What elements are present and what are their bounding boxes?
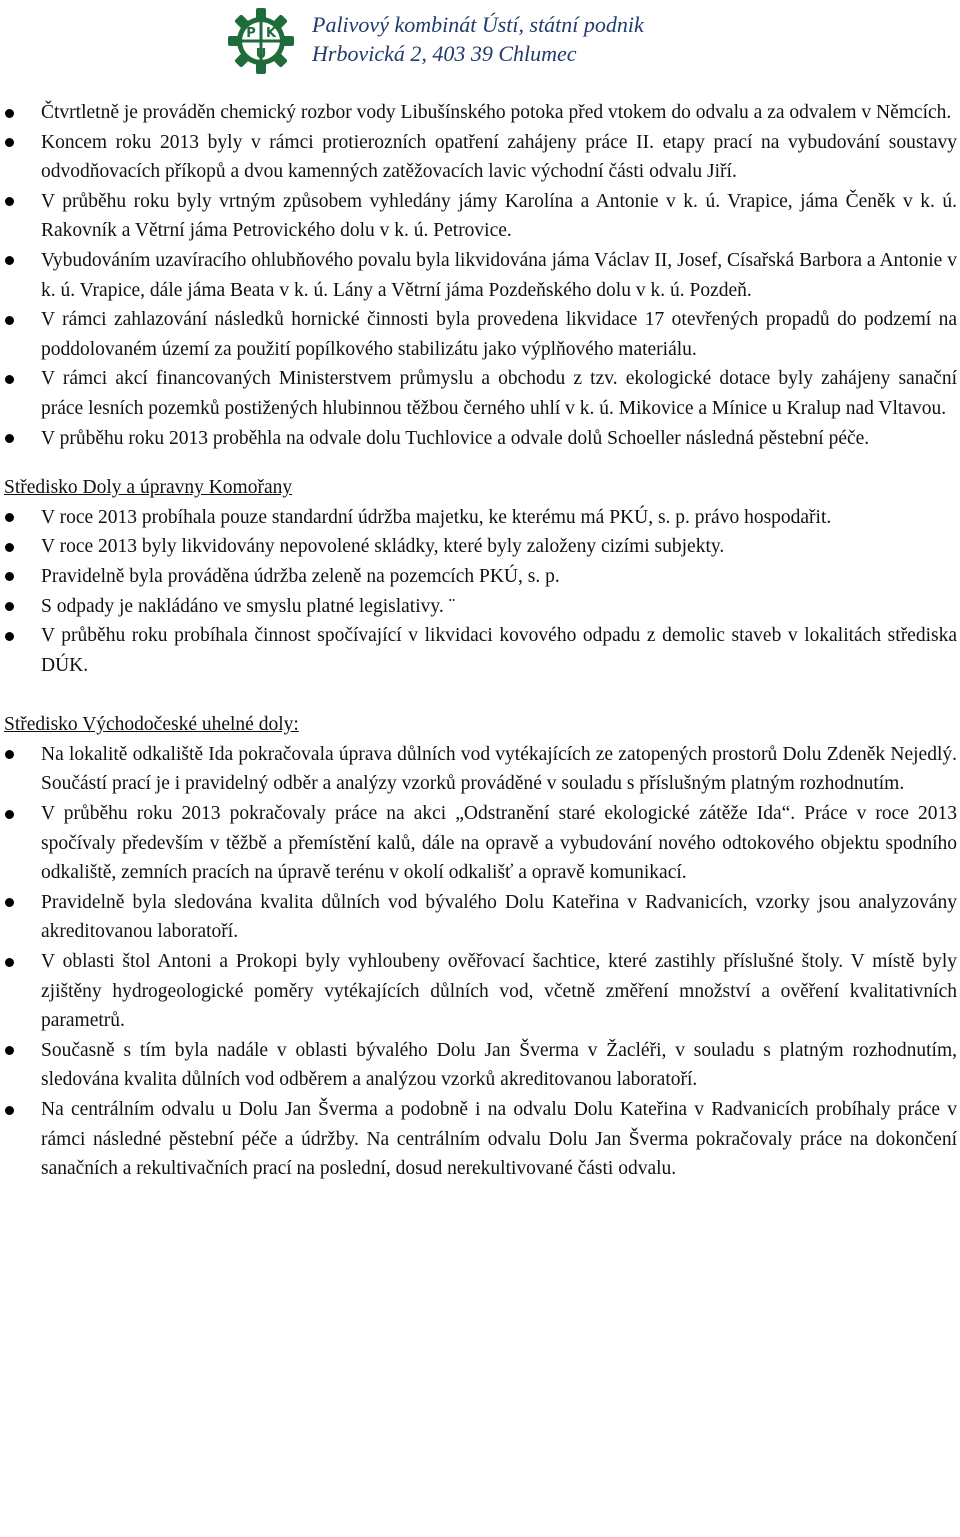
list-item: V oblasti štol Antoni a Prokopi byly vyhloubeny ověřovací šachtice, které zastihly příslušné štoly. V místě byly zjištěny hydrogeologické poměry vytékajících důlních vod, včetně změření množství a ověření kvalitativních parametrů. [0,947,960,1036]
intro-bullet-list [0,98,960,453]
list-item: V průběhu roku byly vrtným způsobem vyhledány jámy Karolína a Antonie v k. ú. Vrapice, jáma Čeněk v k. ú. Rakovník a Větrní jáma Petrovického dolu v k. ú. Petrovice. [0,187,960,246]
company-logo [228,8,294,74]
komorany-bullet-list [0,503,960,681]
list-item: Pravidelně byla prováděna údržba zeleně na pozemcích PKÚ, s. p. [0,562,960,592]
list-item: Na centrálním odvalu u Dolu Jan Šverma a podobně i na odvalu Dolu Kateřina v Radvanicích probíhaly práce v rámci následné pěstební péče a údržby. Na centrálním odvalu Dolu Jan Šverma pokračovaly práce na dokončení sanačních a rekultivačních prací na poslední, dosud nerekultivované části odvalu. [0,1095,960,1184]
bullet-icon [5,513,14,522]
list-item: Na lokalitě odkaliště Ida pokračovala úprava důlních vod vytékajících ze zatopených prostorů Dolu Zdeněk Nejedlý. Součástí prací je i pravidelný odběr a analýzy vzorků prováděné v souladu s příslušným platným rozhodnutím. [0,740,960,799]
bullet-icon [5,197,14,206]
svg-text:P: P [246,26,256,41]
bullet-icon [5,375,14,384]
company-address: Hrbovická 2, 403 39 Chlumec [312,41,577,66]
bullet-icon [5,109,14,118]
list-item: Vybudováním uzavíracího ohlubňového povalu byla likvidována jáma Václav II, Josef, Císařská Barbora a Antonie v k. ú. Vrapice, dále jáma Beata v k. ú. Lány a Větrní jáma Pozdeňského dolu v k. ú. Pozdeň. [0,246,960,305]
list-item: Čtvrtletně je prováděn chemický rozbor vody Libušínského potoka před vtokem do odvalu a za odvalem v Němcích. [0,98,960,128]
svg-text:K: K [265,26,277,41]
bullet-icon [5,750,14,759]
list-item: V rámci akcí financovaných Ministerstvem průmyslu a obchodu z tzv. ekologické dotace byly zahájeny sanační práce lesních pozemků postižených hlubinnou těžbou černého uhlí v k. ú. Mikovice a Mínice u Kralup nad Vltavou. [0,364,960,423]
bullet-icon [5,316,14,325]
section-title-vud: Středisko Východočeské uhelné doly: [4,714,299,736]
bullet-icon [5,256,14,265]
list-item: V roce 2013 probíhala pouze standardní údržba majetku, ke kterému má PKÚ, s. p. právo hospodařit. [0,503,960,533]
document-body [0,98,960,1184]
bullet-icon [5,572,14,581]
bullet-icon [5,434,14,443]
list-item: Pravidelně byla sledována kvalita důlních vod bývalého Dolu Kateřina v Radvanicích, vzorky jsou analyzovány akreditovanou laboratoří. [0,888,960,947]
bullet-icon [5,138,14,147]
company-name: Palivový kombinát Ústí, státní podnik [312,12,644,37]
list-item: V průběhu roku 2013 pokračovaly práce na akci „Odstranění staré ekologické zátěže Ida“. Práce v roce 2013 spočívaly především v těžbě a přemístění kalů, dále na opravě a vybudování nového odtokového objektu spodního odkaliště, zemních pracích na úpravě terénu v okolí odkališť a opravě komunikací. [0,799,960,888]
bullet-icon [5,543,14,552]
bullet-icon [5,958,14,967]
list-item: V průběhu roku probíhala činnost spočívající v likvidaci kovového odpadu z demolic staveb v lokalitách střediska DÚK. [0,621,960,680]
list-item: V průběhu roku 2013 proběhla na odvale dolu Tuchlovice a odvale dolů Schoeller následná pěstební péče. [0,424,960,454]
list-item: S odpady je nakládáno ve smyslu platné legislativy. ¨ [0,592,960,622]
list-item: Současně s tím byla nadále v oblasti bývalého Dolu Jan Šverma v Žacléři, v souladu s platným rozhodnutím, sledována kvalita důlních vod odběrem a analýzou vzorků akreditovanou laboratoří. [0,1036,960,1095]
bullet-icon [5,1046,14,1055]
page-header [0,0,960,80]
list-item: Koncem roku 2013 byly v rámci protierozních opatření zahájeny práce II. etapy prací na vybudování soustavy odvodňovacích příkopů a dvou kamenných zatěžovacích lavic východní části odvalu Jiří. [0,128,960,187]
list-item: V rámci zahlazování následků hornické činnosti byla provedena likvidace 17 otevřených propadů do podzemí na poddolovaném území za použití popílkového stabilizátu jako výplňového materiálu. [0,305,960,364]
svg-text:U: U [255,47,267,62]
section-title-komorany: Středisko Doly a úpravny Komořany [4,477,293,499]
bullet-icon [5,810,14,819]
vud-bullet-list [0,740,960,1184]
bullet-icon [5,602,14,611]
bullet-icon [5,1106,14,1115]
list-item: V roce 2013 byly likvidovány nepovolené skládky, které byly založeny cizími subjekty. [0,532,960,562]
bullet-icon [5,632,14,641]
bullet-icon [5,898,14,907]
company-name-block [312,10,644,68]
